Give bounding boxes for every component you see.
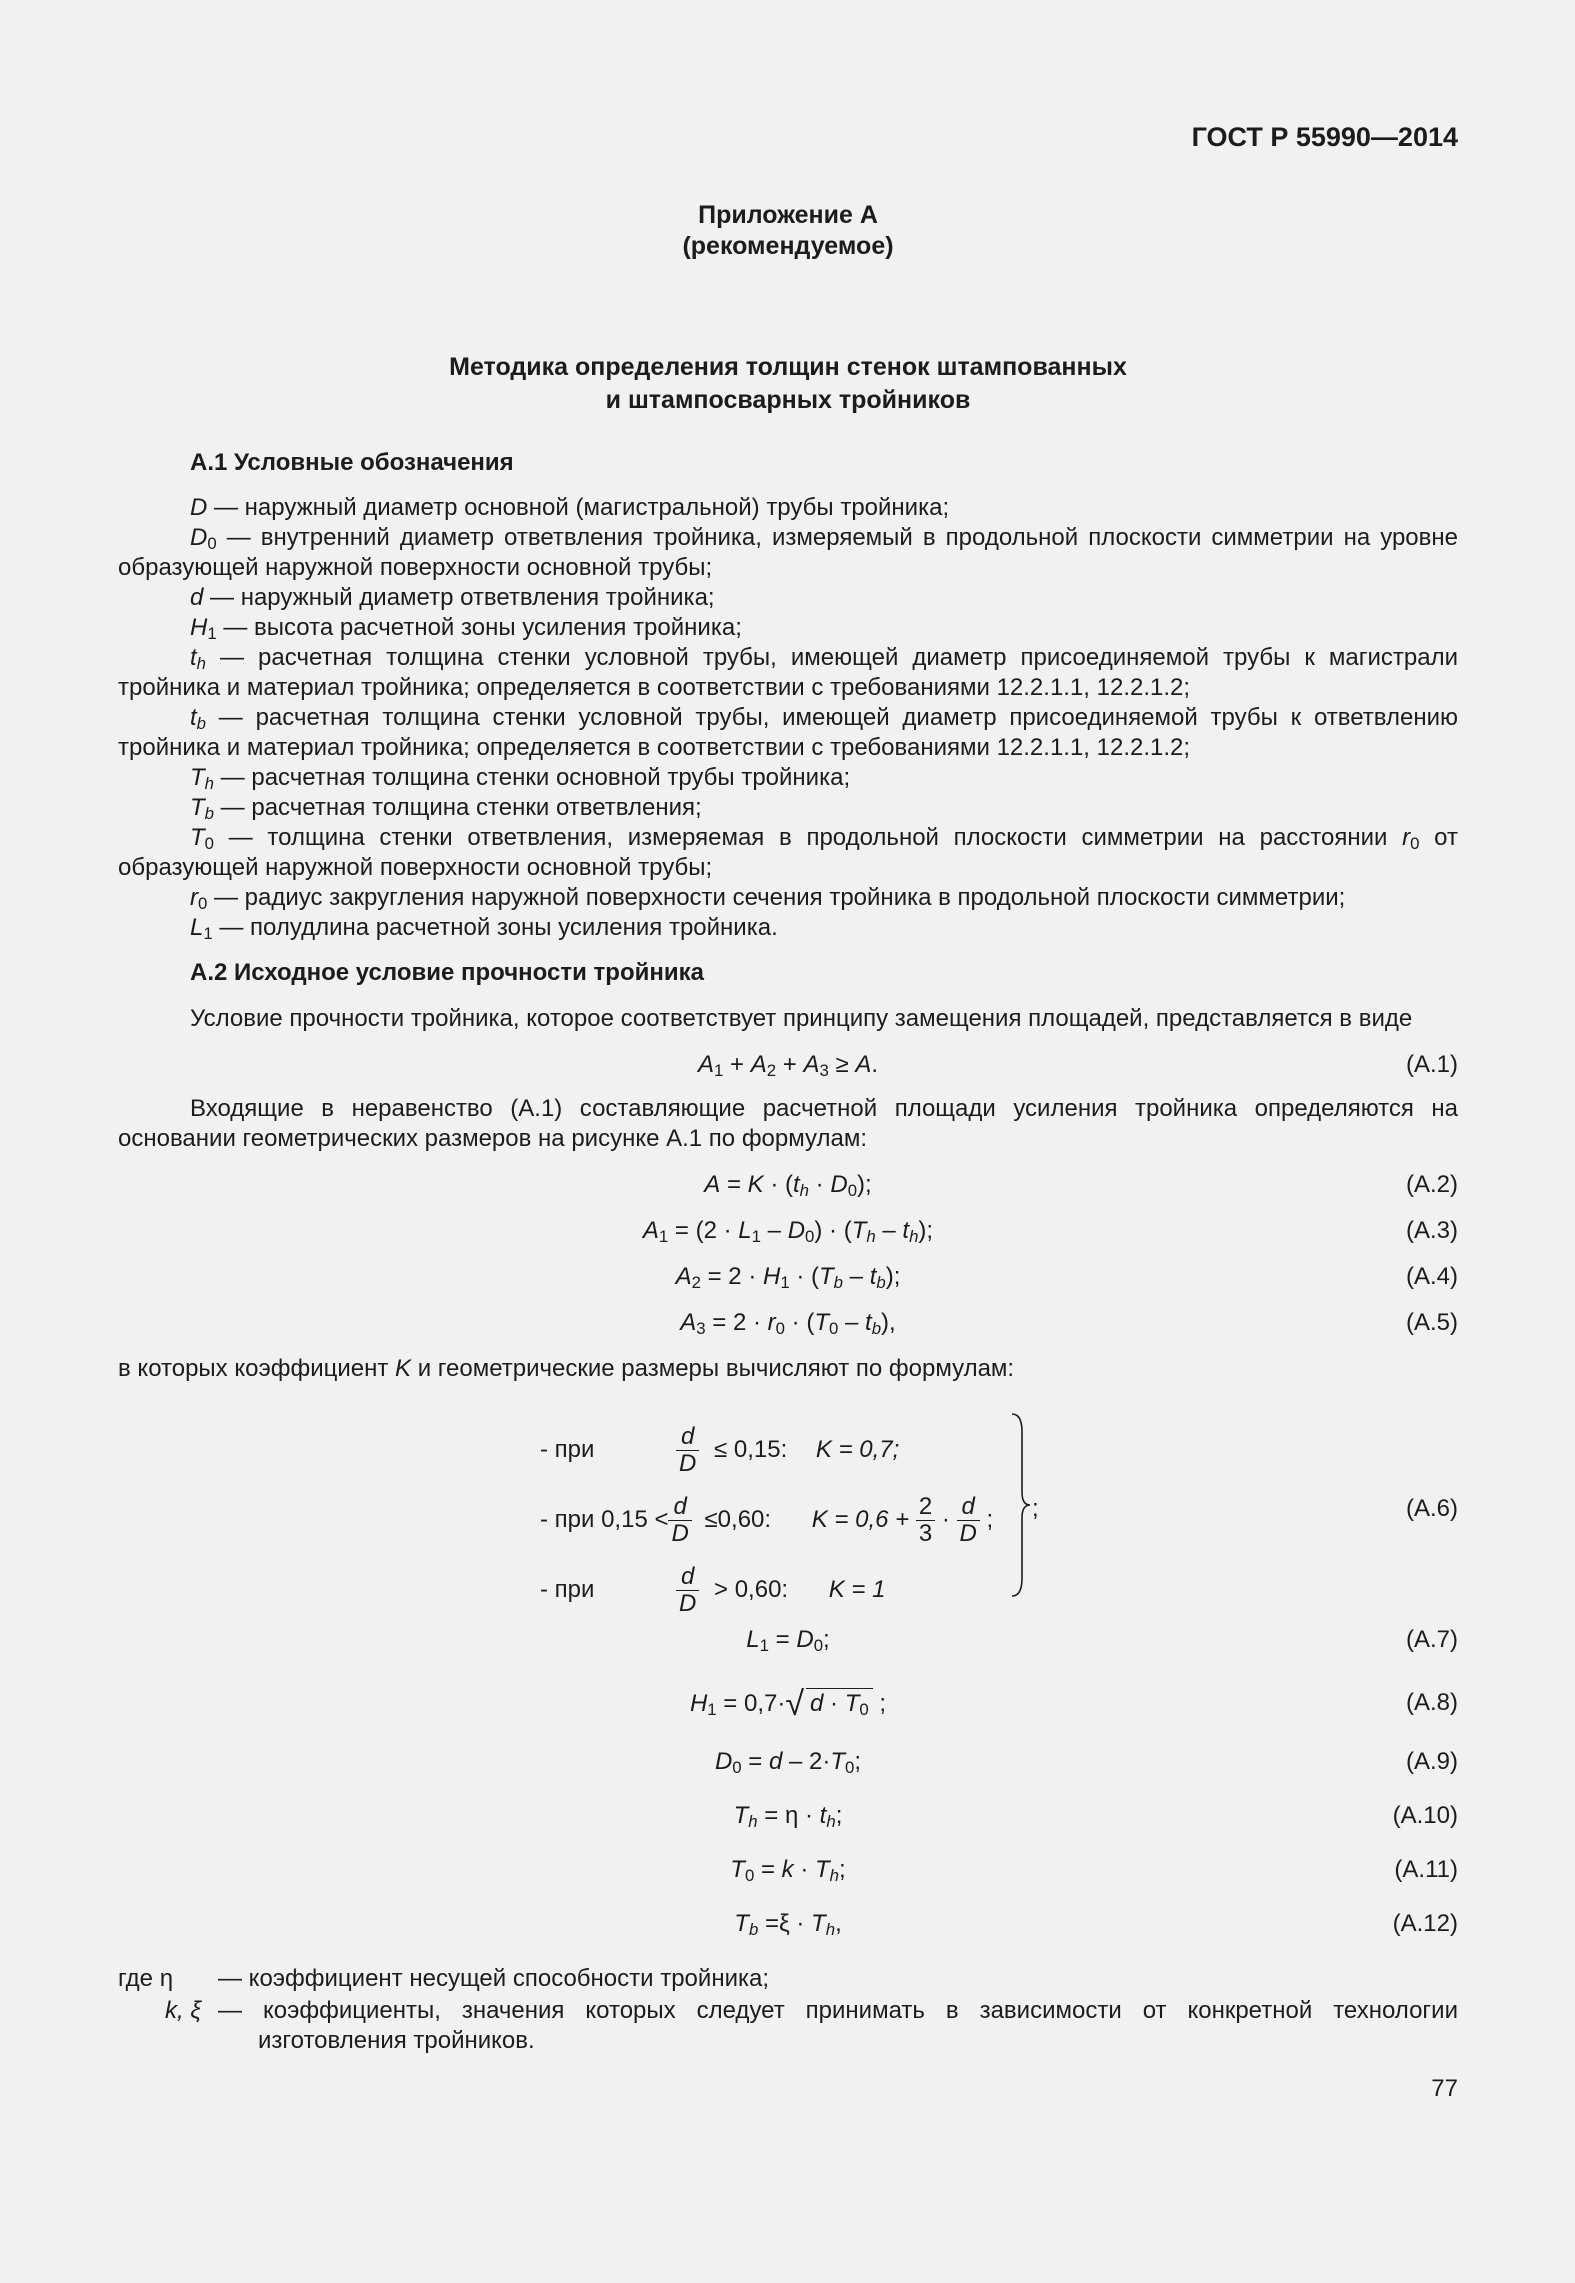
equation-number: (А.6) — [1405, 1495, 1458, 1522]
equation-number: (А.5) — [1405, 1309, 1458, 1336]
where-k-xi-text: — коэффициенты, значения которых следует принимать в зависимости от конкретной технологии изготовления тройников. — [218, 1997, 1458, 2054]
page-number: 77 — [1431, 2075, 1458, 2102]
section-a1-heading: А.1 Условные обозначения — [190, 449, 514, 476]
case-row-3: - при $\frac{d}{D}$ > 0,60: K = 1 — [540, 1563, 886, 1617]
formula-a10: $T_h = \eta \cdot t_h$; — [733, 1802, 843, 1831]
definition-item: $t_b$ — расчетная толщина стенки условной трубы, имеющей диаметр присоединяемой трубы к ответвлению тройника и материал тройника; определяется в соответствии с требованиями 12.2.1.1, 12.2.1.2; — [118, 704, 1458, 761]
formula-a9: $D_0 = d - 2\cdot T_0$; — [714, 1748, 862, 1777]
formula-a8: $H_1 = 0,7\cdot√$ $d \cdot T_0$ ; — [689, 1685, 887, 1723]
definition-item: $r_0$ — радиус закругления наружной поверхности сечения тройника в продольной плоскости симметрии; — [190, 884, 1346, 913]
formula-a2: $A = K \cdot (t_h \cdot D_0)$; — [704, 1171, 872, 1200]
definition-item: $D_0$ — внутренний диаметр ответвления тройника, измеряемый в продольной плоскости симметрии на уровне образующей наружной поверхности основной трубы; — [118, 524, 1458, 581]
section-a2-heading: А.2 Исходное условие прочности тройника — [190, 959, 704, 986]
where-k-xi-label: k, ξ — [165, 1997, 202, 2024]
definition-item: $T_0$ — толщина стенки ответвления, измеряемая в продольной плоскости симметрии на расстоянии $r_0$ от образующей наружной поверхности основной трубы; — [118, 824, 1458, 881]
definition-item: d — наружный диаметр ответвления тройника; — [190, 584, 715, 611]
semicolon: ; — [1032, 1495, 1039, 1522]
formula-a1: $A_1 + A_2 + A_3 \ge A$. — [698, 1051, 878, 1080]
definition-item: $t_h$ — расчетная толщина стенки условной трубы, имеющей диаметр присоединяемой трубы к магистрали тройника и материал тройника; определяется в соответствии с требованиями 12.2.1.1, 12.2.1.2; — [118, 644, 1458, 701]
where-eta-text: — коэффициент несущей способности тройника; — [218, 1965, 770, 1992]
equation-number: (А.12) — [1392, 1910, 1458, 1937]
formula-a4: $A_2 = 2 \cdot H_1 \cdot (T_b - t_b)$; — [675, 1263, 901, 1292]
equation-number: (А.10) — [1392, 1802, 1458, 1829]
case-row-1: - при $\frac{d}{D}$ ≤ 0,15: K = 0,7; — [540, 1423, 900, 1477]
annex-title: Приложение А — [698, 201, 878, 229]
where-eta-label: где η — [118, 1965, 174, 1992]
document-title-line2: и штампосварных тройников — [605, 386, 971, 414]
formula-a11: $T_0 = k \cdot T_h$; — [730, 1856, 846, 1885]
definition-item: $T_h$ — расчетная толщина стенки основной трубы тройника; — [190, 764, 851, 793]
document-title-line1: Методика определения толщин стенок штампованных — [449, 353, 1127, 381]
definition-item: $T_b$ — расчетная толщина стенки ответвления; — [190, 794, 702, 823]
equation-number: (А.9) — [1405, 1748, 1458, 1775]
equation-number: (А.4) — [1405, 1263, 1458, 1290]
formula-a3: $A_1 = (2 \cdot L_1 - D_0) \cdot (T_h - t_h)$; — [642, 1217, 934, 1246]
paragraph: Условие прочности тройника, которое соответствует принципу замещения площадей, представляется в виде — [190, 1005, 1413, 1032]
paragraph: Входящие в неравенство (А.1) составляющие расчетной площади усиления тройника определяются на основании геометрических размеров на рисунке А.1 по формулам: — [118, 1095, 1458, 1152]
paragraph: в которых коэффициент K и геометрические размеры вычисляют по формулам: — [118, 1355, 1015, 1382]
formula-a12: $T_b =\xi \cdot T_h$, — [734, 1910, 842, 1939]
standard-number: ГОСТ Р 55990—2014 — [1191, 122, 1458, 152]
equation-number: (А.7) — [1405, 1626, 1458, 1653]
definition-item: $L_1$ — полудлина расчетной зоны усиления тройника. — [190, 914, 778, 943]
definition-item: $H_1$ — высота расчетной зоны усиления тройника; — [190, 614, 742, 643]
equation-number: (А.2) — [1405, 1171, 1458, 1198]
right-brace — [1010, 1412, 1032, 1598]
formula-a5: $A_3 = 2 \cdot r_0 \cdot (T_0 - t_b)$, — [680, 1309, 896, 1338]
equation-number: (А.8) — [1405, 1689, 1458, 1716]
case-row-2: - при 0,15 < $\frac{d}{D}$ ≤0,60: K = 0,6 + $\frac{2}{3}$ · $\frac{d}{D}$ ; — [540, 1493, 994, 1547]
equation-number: (А.11) — [1394, 1856, 1458, 1883]
annex-status: (рекомендуемое) — [682, 232, 894, 260]
equation-number: (А.1) — [1405, 1051, 1458, 1078]
equation-number: (А.3) — [1405, 1217, 1458, 1244]
formula-a7: $L_1 = D_0$; — [746, 1626, 830, 1655]
definition-item: D — наружный диаметр основной (магистральной) трубы тройника; — [190, 494, 950, 521]
